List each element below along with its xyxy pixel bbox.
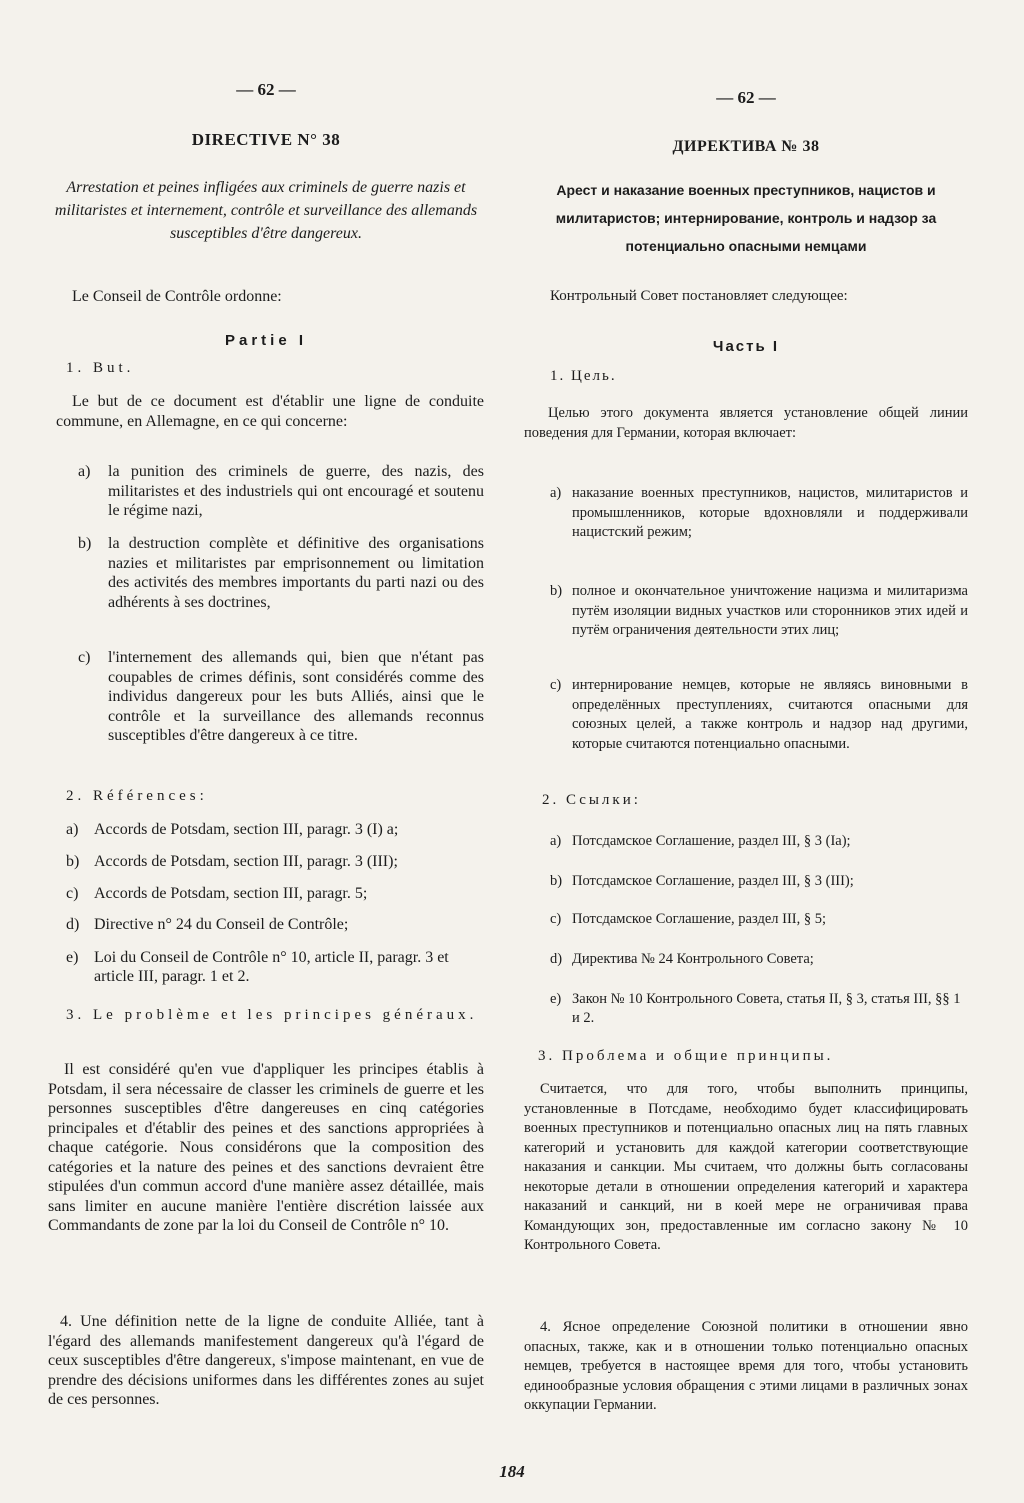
ref-text: Accords de Potsdam, section III, paragr. 3 (III);: [94, 853, 398, 870]
reference-b-ru: [550, 872, 968, 891]
ref-text: Потсдамское Соглашение, раздел III, § 3 (Ia);: [572, 833, 851, 849]
list-text: наказание военных преступников, нацистов, милитаристов и промышленников, которые вдохновляли и поддерживали нацистский режим;: [572, 485, 968, 540]
part-heading-fr: Partie I: [224, 332, 308, 349]
page-footer-number: 184: [499, 1462, 525, 1481]
ref-text: Accords de Potsdam, section III, paragr. 5;: [94, 885, 368, 902]
ref-text: Loi du Conseil de Contrôle n° 10, article II, paragr. 3 et article III, paragr. 1 et 2.: [94, 949, 449, 985]
list-label: b): [550, 583, 563, 599]
section-1-body-fr: Le but de ce document est d'établir une ligne de conduite commune, en Allemagne, en ce qui concerne:: [56, 393, 484, 430]
ref-label: d): [66, 916, 80, 933]
section-3-heading-fr: 3. Le problème et les principes généraux.: [66, 1007, 478, 1023]
section-4-body-fr: 4. Une définition nette de la ligne de conduite Alliée, tant à l'égard des allemands manifestement dangereux qu'à l'égard de ceux susceptibles d'être dangereux, s'impose maintenant, en vue de prendre des décisions uniformes dans les différentes zones au sujet de ces personnes.: [48, 1313, 484, 1408]
section-3-heading-ru: 3. Проблема и общие принципы.: [538, 1048, 834, 1064]
list-label: a): [78, 463, 91, 480]
section-2-heading-ru: 2. Ссылки:: [542, 792, 641, 808]
section-1-heading-fr: 1. But.: [66, 360, 135, 376]
list-label: b): [78, 535, 92, 552]
ref-label: a): [550, 833, 562, 849]
list-text: la punition des criminels de guerre, des nazis, des militaristes et des industriels qui ont encouragé et soutenu le régime nazi,: [108, 463, 484, 519]
reference-a-ru: [550, 832, 968, 851]
section-4-body-ru: 4. Ясное определение Союзной политики в отношении явно опасных, также, как и в отношении только потенциально опасных немцев, требуется в настоящее время для того, чтобы установить единообразные условия обращения с этими лицами в различных зонах оккупации Германии.: [524, 1319, 968, 1413]
ref-label: a): [66, 821, 79, 838]
list-item-a-ru: [550, 484, 968, 543]
list-label: a): [550, 485, 562, 501]
ref-text: Директива № 24 Контрольного Совета;: [572, 951, 814, 967]
ref-text: Потсдамское Соглашение, раздел III, § 3 (III);: [572, 873, 854, 889]
part-heading-ru: Часть I: [712, 338, 780, 355]
section-3-body-fr: Il est considéré qu'en vue d'appliquer les principes établis à Potsdam, il sera nécessaire de classer les criminels de guerre et les personnes susceptibles d'être dangereuses en cinq catégories principales et d'établir des peines et des sanctions appropriées à chaque catégorie. Nous considérons que la composition des catégories et la nature des peines et des sanctions devraient être stipulées d'un commun accord d'une manière assez détaillée, mais sans limiter en aucune manière l'entière discrétion laissée aux Commandants de zone par la loi du Conseil de Contrôle n° 10.: [48, 1061, 484, 1234]
list-item-c-fr: [78, 648, 484, 746]
list-text: la destruction complète et définitive des organisations nazies et militaristes par emprisonnement ou limitation des activités des membres importants du parti nazi ou des adhérents à ses doctrines,: [108, 535, 484, 611]
page-number-fr: — 62 —: [236, 80, 296, 99]
list-text: интернирование немцев, которые не являясь виновными в определённых преступлениях, считаются опасными для союзных целей, а также контроль и надзор над другими, которые считаются потенциально опасными.: [572, 677, 968, 752]
list-item-c-ru: [550, 676, 968, 754]
list-label: c): [78, 649, 91, 666]
section-3-body-ru: Считается, что для того, чтобы выполнить принципы, установленные в Потсдаме, необходимо будет классифицировать военных преступников и потенциально опасных лиц на пять главных категорий и установить для каждой категории соответствующие наказания и санкции. Мы считаем, что должны быть согласованы некоторые детали в отношении определения категорий и характера наказаний и санкций, ни в коей мере не ограничивая права Командующих зон, предоставленные им согласно закону № 10 Контрольного Совета.: [524, 1081, 968, 1253]
reference-c-fr: [66, 884, 484, 903]
ref-text: Directive n° 24 du Conseil de Contrôle;: [94, 916, 349, 933]
list-text: полное и окончательное уничтожение нацизма и милитаризма путём изоляции видных участков или сторонников этих идей и путём ограничения деятельности этих лиц;: [572, 583, 968, 638]
section-2-heading-fr: 2. Références:: [66, 788, 208, 804]
directive-title-fr: DIRECTIVE N° 38: [191, 130, 341, 149]
list-item-b-ru: [550, 582, 968, 641]
reference-b-fr: [66, 852, 484, 871]
ref-label: c): [66, 885, 79, 902]
reference-a-fr: [66, 820, 484, 839]
reference-e-fr: [66, 948, 484, 986]
list-text: l'internement des allemands qui, bien que n'étant pas coupables de crimes définis, sont considérés comme des individus dangereux pour les buts Alliés, ainsi que le contrôle et la surveillance des allemands reconnus susceptibles d'être dangereux à ce titre.: [108, 649, 484, 744]
directive-subtitle-ru: Арест и наказание военных преступников, нацистов и милитаристов; интернирование, контроль и надзор за потенциально опасными немцами: [555, 182, 937, 254]
ref-label: e): [66, 949, 79, 966]
list-item-a-fr: [78, 462, 484, 521]
ref-label: d): [550, 951, 563, 967]
ref-label: b): [550, 873, 563, 889]
ref-label: c): [550, 911, 562, 927]
section-1-body-ru: Целью этого документа является установление общей линии поведения для Германии, которая включает:: [524, 405, 968, 441]
page-number-ru: — 62 —: [716, 88, 776, 107]
intro-fr: Le Conseil de Contrôle ordonne:: [72, 288, 282, 305]
ref-text: Accords de Potsdam, section III, paragr. 3 (I) a;: [94, 821, 399, 838]
reference-c-ru: [550, 910, 968, 929]
reference-d-ru: [550, 950, 968, 969]
ref-label: b): [66, 853, 80, 870]
ref-text: Закон № 10 Контрольного Совета, статья II, § 3, статья III, §§ 1 и 2.: [572, 991, 961, 1026]
directive-subtitle-fr: Arrestation et peines infligées aux criminels de guerre nazis et militaristes et internement, contrôle et surveillance des allemands susceptibles d'être dangereux.: [54, 179, 478, 242]
ref-text: Потсдамское Соглашение, раздел III, § 5;: [572, 911, 827, 927]
ref-label: e): [550, 991, 562, 1007]
reference-d-fr: [66, 915, 484, 934]
intro-ru: Контрольный Совет постановляет следующее:: [550, 288, 848, 304]
section-1-heading-ru: 1. Цель.: [550, 368, 617, 384]
list-label: c): [550, 677, 562, 693]
directive-title-ru: ДИРЕКТИВА № 38: [672, 138, 820, 155]
list-item-b-fr: [78, 534, 484, 612]
reference-e-ru: [550, 990, 968, 1028]
